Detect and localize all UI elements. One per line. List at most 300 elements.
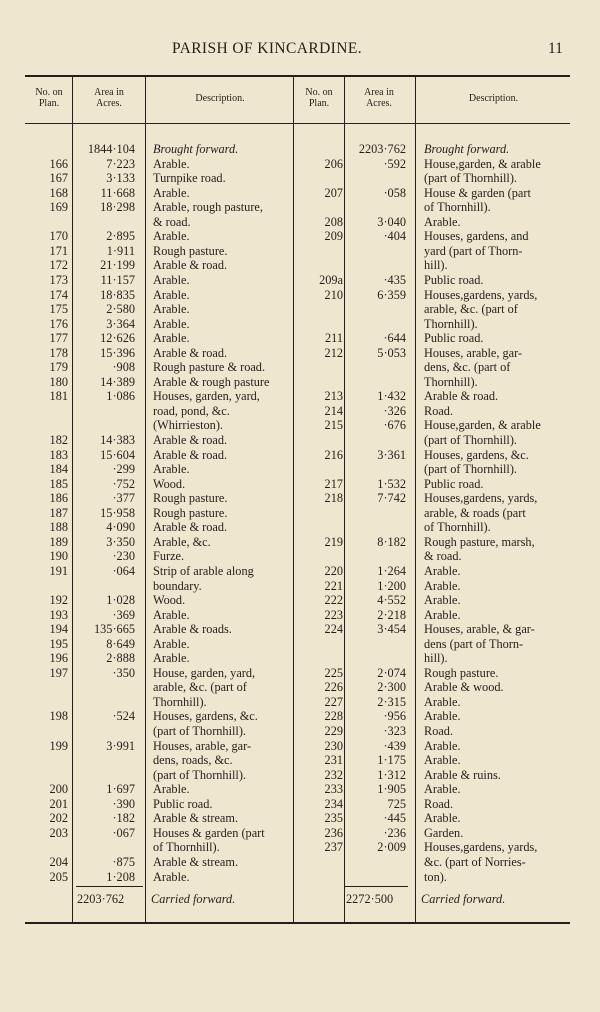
table-row xyxy=(25,637,570,652)
plan-number: 211 xyxy=(325,331,343,346)
table-row xyxy=(25,520,570,535)
header-no-on-plan-2: No. on Plan. xyxy=(305,87,333,109)
description: Houses, garden, yard, xyxy=(153,389,260,404)
area-acres: 3·040 xyxy=(377,214,406,229)
area-acres: ·875 xyxy=(112,854,135,869)
plan-number: 212 xyxy=(324,345,343,360)
description: Arable. xyxy=(153,462,190,477)
description: Arable. xyxy=(153,651,190,666)
description: arable, &c. (part of xyxy=(424,302,518,317)
description: Houses, gardens, and xyxy=(424,229,529,244)
area-acres: 4·552 xyxy=(377,593,406,608)
description: Wood. xyxy=(153,593,186,608)
area-acres: ·064 xyxy=(112,563,135,578)
area-acres: 5·053 xyxy=(377,345,406,360)
description: Arable. xyxy=(153,272,190,287)
table-row xyxy=(25,564,570,579)
area-acres: ·524 xyxy=(112,709,135,724)
plan-number: 178 xyxy=(49,345,68,360)
description: Public road. xyxy=(153,796,213,811)
area-acres: 1·911 xyxy=(106,243,135,258)
table-row xyxy=(25,244,570,259)
description: boundary. xyxy=(153,578,202,593)
area-acres: 15·604 xyxy=(100,447,135,462)
plan-number: 224 xyxy=(324,622,343,637)
table-row xyxy=(25,826,570,841)
plan-number: 189 xyxy=(49,534,68,549)
area-acres: 1·208 xyxy=(106,869,135,884)
description: Arable. xyxy=(153,287,190,302)
description: dens, roads, &c. xyxy=(153,753,233,768)
description: Arable. xyxy=(424,578,461,593)
plan-number: 198 xyxy=(49,709,68,724)
table-row xyxy=(25,491,570,506)
plan-number: 167 xyxy=(49,171,68,186)
plan-number: 187 xyxy=(49,505,68,520)
description: Arable. xyxy=(153,331,190,346)
plan-number: 179 xyxy=(49,360,68,375)
plan-number: 188 xyxy=(49,520,68,535)
plan-number: 220 xyxy=(324,563,343,578)
area-acres: 8·649 xyxy=(106,636,135,651)
plan-number: 166 xyxy=(49,156,68,171)
table-top-rule xyxy=(25,75,570,77)
description: Public road. xyxy=(424,476,484,491)
description: Arable. xyxy=(153,302,190,317)
description: Arable & wood. xyxy=(424,680,504,695)
plan-number: 183 xyxy=(49,447,68,462)
plan-number: 206 xyxy=(324,156,343,171)
description: Arable. xyxy=(424,738,461,753)
description: Houses,gardens, yards, xyxy=(424,287,538,302)
description: Arable & road. xyxy=(153,345,228,360)
description: Furze. xyxy=(153,549,185,564)
header-description-2: Description. xyxy=(468,93,519,104)
carried-forward-right: Carried forward. xyxy=(421,892,506,906)
table-row xyxy=(25,724,570,739)
table-row xyxy=(25,142,570,157)
header-rule xyxy=(25,123,570,124)
plan-number: 219 xyxy=(324,534,343,549)
plan-number: 232 xyxy=(324,767,343,782)
description: Arable & stream. xyxy=(153,811,239,826)
area-acres: 7·223 xyxy=(106,156,135,171)
plan-number: 200 xyxy=(49,782,68,797)
description: Houses, arable, & gar- xyxy=(424,622,535,637)
total-rule xyxy=(76,886,143,887)
area-acres: 3·364 xyxy=(106,316,135,331)
plan-number: 181 xyxy=(49,389,68,404)
area-acres: ·326 xyxy=(383,403,406,418)
description: Thornhill). xyxy=(424,316,478,331)
table-row xyxy=(25,506,570,521)
description: Houses & garden (part xyxy=(153,825,265,840)
area-acres: ·236 xyxy=(383,825,406,840)
area-acres: 11·668 xyxy=(100,185,135,200)
description: & road. xyxy=(153,214,191,229)
carried-total-left: 2203·762 xyxy=(77,892,125,906)
area-acres: 15·396 xyxy=(100,345,135,360)
area-acres: 725 xyxy=(387,796,406,811)
description: Public road. xyxy=(424,331,484,346)
plan-number: 175 xyxy=(49,302,68,317)
description: Rough pasture. xyxy=(153,505,228,520)
plan-number: 196 xyxy=(49,651,68,666)
total-rule-2 xyxy=(344,886,408,887)
table-row xyxy=(25,273,570,288)
plan-number: 209a xyxy=(319,272,343,287)
description: Arable & road. xyxy=(153,520,228,535)
area-acres: 2·074 xyxy=(377,665,406,680)
plan-number: 208 xyxy=(324,214,343,229)
area-acres: 1·532 xyxy=(377,476,406,491)
description: Road. xyxy=(424,724,454,738)
area-acres: 2·895 xyxy=(106,229,135,244)
description: Arable. xyxy=(153,869,190,884)
plan-number: 180 xyxy=(49,374,68,389)
table-row xyxy=(25,317,570,332)
description: Arable & road. xyxy=(153,258,228,273)
plan-number: 231 xyxy=(324,753,343,768)
description: Thornhill). xyxy=(424,374,478,389)
description: Arable. xyxy=(424,563,461,578)
table-row xyxy=(25,651,570,666)
description: Houses, gardens, &c. xyxy=(424,447,529,462)
plan-number: 234 xyxy=(324,796,343,811)
description: House,garden, & arable xyxy=(424,418,541,433)
area-acres: 2·888 xyxy=(106,651,135,666)
plan-number: 202 xyxy=(49,811,68,826)
description: Arable. xyxy=(424,782,461,797)
description: Arable. xyxy=(424,709,461,724)
description: Brought forward. xyxy=(153,142,239,156)
area-acres: 7·742 xyxy=(377,491,406,506)
plan-number: 237 xyxy=(324,840,343,855)
area-acres: 1·086 xyxy=(106,389,135,404)
plan-number: 195 xyxy=(49,636,68,651)
carried-total-right: 2272·500 xyxy=(346,892,394,906)
description: dens (part of Thorn- xyxy=(424,636,524,651)
description: (part of Thornhill). xyxy=(424,433,518,447)
area-acres: 6·359 xyxy=(377,287,406,302)
table-row xyxy=(25,782,570,797)
area-acres: ·299 xyxy=(112,462,135,477)
description: &c. (part of Norries- xyxy=(424,854,526,869)
plan-number: 209 xyxy=(324,229,343,244)
description: of Thornhill). xyxy=(153,840,220,855)
description: Turnpike road. xyxy=(153,171,226,186)
area-acres: ·377 xyxy=(112,491,135,506)
description: Arable & road. xyxy=(424,389,499,404)
description: Rough pasture & road. xyxy=(153,360,266,375)
description: Wood. xyxy=(153,476,186,491)
plan-number: 168 xyxy=(49,185,68,200)
area-acres: ·369 xyxy=(112,607,135,622)
table-row xyxy=(25,157,570,172)
description: Arable. xyxy=(424,593,461,608)
table-row xyxy=(25,418,570,433)
plan-number: 210 xyxy=(324,287,343,302)
plan-number: 172 xyxy=(49,258,68,273)
table-row xyxy=(25,549,570,564)
table-row xyxy=(25,739,570,754)
area-acres: ·956 xyxy=(383,709,406,724)
plan-number: 221 xyxy=(324,578,343,593)
plan-number: 216 xyxy=(324,447,343,462)
area-acres: 1·175 xyxy=(377,753,406,768)
table-row xyxy=(25,855,570,870)
plan-number: 173 xyxy=(49,272,68,287)
table-row xyxy=(25,593,570,608)
description: Arable. xyxy=(153,607,190,622)
page-header xyxy=(0,38,600,62)
area-acres: 1·697 xyxy=(106,782,135,797)
area-acres: ·644 xyxy=(383,331,406,346)
area-acres: 2·218 xyxy=(377,607,406,622)
plan-number: 201 xyxy=(49,796,68,811)
plan-number: 197 xyxy=(49,665,68,680)
description: Arable & road. xyxy=(153,433,228,447)
plan-number: 182 xyxy=(49,433,68,447)
area-acres: ·752 xyxy=(112,476,135,491)
plan-number: 204 xyxy=(49,854,68,869)
carried-forward-left: Carried forward. xyxy=(151,892,236,906)
area-acres: 18·835 xyxy=(100,287,135,302)
description: (part of Thornhill). xyxy=(153,724,247,738)
table-row xyxy=(25,666,570,681)
table-row xyxy=(25,389,570,404)
area-acres: ·067 xyxy=(112,825,135,840)
description: (part of Thornhill). xyxy=(424,171,518,186)
description: Public road. xyxy=(424,272,484,287)
plan-number: 193 xyxy=(49,607,68,622)
header-area: Area in Acres. xyxy=(94,87,124,109)
table-row xyxy=(25,433,570,448)
area-acres: 4·090 xyxy=(106,520,135,535)
description: road, pond, &c. xyxy=(153,403,230,418)
table-row xyxy=(25,346,570,361)
table-row xyxy=(25,680,570,695)
table-row xyxy=(25,768,570,783)
page-title: PARISH OF KINCARDINE. xyxy=(172,40,362,57)
description: Arable. xyxy=(424,753,461,768)
table-row xyxy=(25,753,570,768)
description: House & garden (part xyxy=(424,185,531,200)
plan-number: 223 xyxy=(324,607,343,622)
area-acres: 2·315 xyxy=(377,694,406,709)
table-row xyxy=(25,331,570,346)
area-acres: ·435 xyxy=(383,272,406,287)
description: Arable. xyxy=(153,229,190,244)
table-row xyxy=(25,200,570,215)
description: Arable, &c. xyxy=(153,534,211,549)
area-acres: 1·200 xyxy=(377,578,406,593)
description: hill). xyxy=(424,651,448,666)
description: hill). xyxy=(424,258,448,273)
description: Arable. xyxy=(424,694,461,709)
area-acres: ·592 xyxy=(383,156,406,171)
area-acres: 1·312 xyxy=(377,767,406,782)
area-acres: 18·298 xyxy=(100,200,135,215)
table-row xyxy=(25,622,570,637)
area-acres: 3·133 xyxy=(106,171,135,186)
area-acres: 2·580 xyxy=(106,302,135,317)
plan-number: 199 xyxy=(49,738,68,753)
area-acres: ·676 xyxy=(383,418,406,433)
table-row xyxy=(25,360,570,375)
plan-number: 218 xyxy=(324,491,343,506)
area-acres: 3·991 xyxy=(106,738,135,753)
table-row xyxy=(25,695,570,710)
description: Garden. xyxy=(424,825,464,840)
plan-number: 171 xyxy=(49,243,68,258)
area-acres: 2·300 xyxy=(377,680,406,695)
area-acres: ·230 xyxy=(112,549,135,564)
table-row xyxy=(25,302,570,317)
description: Houses, arable, gar- xyxy=(153,738,252,753)
table-row xyxy=(25,258,570,273)
plan-number: 215 xyxy=(324,418,343,433)
plan-number: 192 xyxy=(49,593,68,608)
table-row xyxy=(25,797,570,812)
description: Brought forward. xyxy=(424,142,510,156)
plan-number: 191 xyxy=(49,563,68,578)
plan-number: 170 xyxy=(49,229,68,244)
plan-number: 229 xyxy=(324,724,343,738)
description: Arable. xyxy=(153,782,190,797)
area-acres: 15·958 xyxy=(100,505,135,520)
plan-number: 217 xyxy=(324,476,343,491)
table-row xyxy=(25,608,570,623)
area-acres: 1844·104 xyxy=(87,142,135,156)
description: Arable. xyxy=(424,607,461,622)
area-acres: ·445 xyxy=(383,811,406,826)
area-acres: ·058 xyxy=(383,185,406,200)
plan-number: 207 xyxy=(324,185,343,200)
table-row xyxy=(25,229,570,244)
plan-number: 233 xyxy=(324,782,343,797)
description: Arable. xyxy=(153,185,190,200)
plan-number: 194 xyxy=(49,622,68,637)
plan-number: 176 xyxy=(49,316,68,331)
description: Arable & ruins. xyxy=(424,767,501,782)
description: Arable & roads. xyxy=(153,622,232,637)
land-table xyxy=(25,75,570,927)
table-row xyxy=(25,840,570,855)
plan-number: 205 xyxy=(49,869,68,884)
description: Houses, gardens, &c. xyxy=(153,709,258,724)
plan-number: 186 xyxy=(49,491,68,506)
plan-number: 227 xyxy=(324,694,343,709)
area-acres: 14·383 xyxy=(100,433,135,447)
description: (Whirrieston). xyxy=(153,418,223,433)
area-acres: ·390 xyxy=(112,796,135,811)
plan-number: 222 xyxy=(324,593,343,608)
table-row xyxy=(25,288,570,303)
area-acres: 12·626 xyxy=(100,331,135,346)
table-row xyxy=(25,579,570,594)
plan-number: 203 xyxy=(49,825,68,840)
description: Arable & stream. xyxy=(153,854,239,869)
plan-number: 230 xyxy=(324,738,343,753)
plan-number: 169 xyxy=(49,200,68,215)
description: House,garden, & arable xyxy=(424,156,541,171)
description: Houses,gardens, yards, xyxy=(424,491,538,506)
description: Rough pasture. xyxy=(153,243,228,258)
description: (part of Thornhill). xyxy=(153,767,247,782)
plan-number: 226 xyxy=(324,680,343,695)
table-row xyxy=(25,462,570,477)
description: arable, & roads (part xyxy=(424,505,526,520)
plan-number: 174 xyxy=(49,287,68,302)
description: Thornhill). xyxy=(153,694,207,709)
table-row xyxy=(25,186,570,201)
area-acres: ·404 xyxy=(383,229,406,244)
table-row xyxy=(25,448,570,463)
page-number: 11 xyxy=(548,40,563,57)
table-row xyxy=(25,870,570,885)
description: Arable & road. xyxy=(153,447,228,462)
description: Rough pasture. xyxy=(153,491,228,506)
plan-number: 225 xyxy=(324,665,343,680)
area-acres: ·323 xyxy=(383,724,406,738)
table-row xyxy=(25,404,570,419)
description: Rough pasture, marsh, xyxy=(424,534,535,549)
area-acres: 2·009 xyxy=(377,840,406,855)
area-acres: 2203·762 xyxy=(358,142,406,156)
area-acres: ·908 xyxy=(112,360,135,375)
plan-number: 228 xyxy=(324,709,343,724)
table-row xyxy=(25,811,570,826)
description: Rough pasture. xyxy=(424,665,499,680)
area-acres: 1·028 xyxy=(106,593,135,608)
area-acres: 135·665 xyxy=(94,622,135,637)
area-acres: 1·264 xyxy=(377,563,406,578)
description: Arable. xyxy=(153,636,190,651)
description: Arable, rough pasture, xyxy=(153,200,263,215)
area-acres: ·350 xyxy=(112,665,135,680)
table-bottom-rule xyxy=(25,922,570,924)
description: Road. xyxy=(424,403,454,418)
area-acres: 1·432 xyxy=(377,389,406,404)
description: ton). xyxy=(424,869,447,884)
table-row xyxy=(25,535,570,550)
table-row xyxy=(25,477,570,492)
plan-number: 184 xyxy=(49,462,68,477)
area-acres: 1·905 xyxy=(377,782,406,797)
area-acres: ·439 xyxy=(383,738,406,753)
plan-number: 177 xyxy=(49,331,68,346)
area-acres: 21·199 xyxy=(100,258,135,273)
area-acres: 8·182 xyxy=(377,534,406,549)
description: Arable. xyxy=(424,811,461,826)
description: of Thornhill). xyxy=(424,200,491,215)
area-acres: 14·389 xyxy=(100,374,135,389)
plan-number: 235 xyxy=(324,811,343,826)
description: dens, &c. (part of xyxy=(424,360,511,375)
description: (part of Thornhill). xyxy=(424,462,518,477)
area-acres: 11·157 xyxy=(100,272,135,287)
description: Houses, arable, gar- xyxy=(424,345,523,360)
plan-number: 236 xyxy=(324,825,343,840)
description: Road. xyxy=(424,796,454,811)
header-no-on-plan: No. on Plan. xyxy=(35,87,63,109)
table-row xyxy=(25,215,570,230)
header-area-2: Area in Acres. xyxy=(364,87,394,109)
plan-number: 214 xyxy=(324,403,343,418)
table-row xyxy=(25,709,570,724)
header-description: Description. xyxy=(195,93,245,104)
